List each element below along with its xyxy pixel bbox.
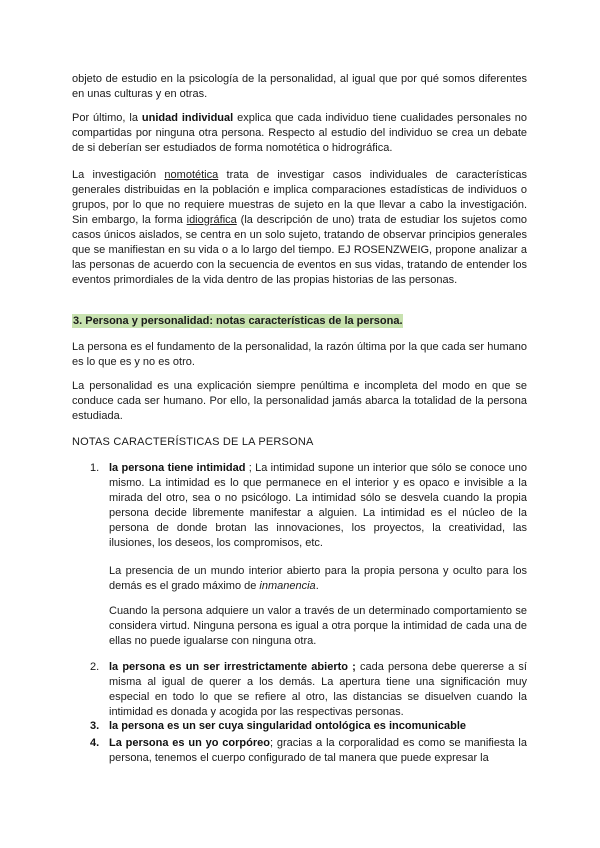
p3-text-mid: trata de investigar casos individuales de características generales distribuidas en la población e implica comparaciones estadísticas de individuos o grupos, por lo que no requiere muestras de sujeto en la que llevar a cabo la investigación. Sin embargo, la forma [72, 169, 527, 226]
p3-underlined-nomotetica: nomotética [164, 169, 219, 181]
notes-title: NOTAS CARACTERÍSTICAS DE LA PERSONA [72, 436, 314, 448]
list-item-2-body: cada persona debe quererse a sí misma al igual de querer a los demás. La apertura tiene una significación muy especial en todo lo que se refiere al otro, las distancias se disuelven cuando la intimidad es donada y acogida por las respectivas personas. [109, 661, 527, 718]
list-item-3-text [109, 719, 527, 734]
list-item-1-subparagraph-1 [109, 564, 527, 594]
list-number: 4. [90, 737, 100, 749]
list-item-4-body: ; gracias a la corporalidad es como se manifiesta la persona, tenemos el cuerpo configurado de tal manera que puede expresar la [109, 737, 527, 764]
list-item-2-text [109, 660, 527, 720]
list-item-1-text [109, 461, 527, 551]
list-number: 3. [90, 720, 100, 732]
p3-text-pre: La investigación [72, 169, 165, 181]
p3-text-post: (la descripción de uno) trata de estudiar los sujetos como casos únicos aislados, se centra en un solo sujeto, tratando de observar principios generales que se manifiestan en su vida o a lo largo del tiempo. EJ ROSENZWEIG, propone analizar a las personas de acuerdo con la secuencia de eventos en sus vidas, tratando de entender los eventos primordiales de la vida dentro de las propias historias de las personas. [72, 214, 527, 286]
p3-underlined-idiografica: idiográfica [186, 214, 237, 226]
list-item-3-bold: la persona es un ser cuya singularidad ontológica es incomunicable [109, 720, 466, 732]
sub1-post: . [315, 580, 319, 592]
list-item-1-subparagraph-2: Cuando la persona adquiere un valor a través de un determinado comportamiento se considera virtud. Ninguna persona es igual a otra porque la intimidad de cada una de ellas no puede igualarse con ninguna otra. [109, 605, 527, 647]
list-item-2-bold: la persona es un ser irrestrictamente abierto ; [109, 661, 356, 673]
list-item-4-bold: La persona es un yo corpóreo [109, 737, 270, 749]
paragraph-unidad-individual [72, 111, 527, 156]
paragraph-intro: objeto de estudio en la psicología de la personalidad, al igual que por qué somos diferentes en unas culturas y en otras. [72, 73, 527, 100]
list-number: 2. [90, 661, 100, 673]
p2-text-post: explica que cada individuo tiene cualidades personales no compartidas por ninguna otra persona. Respecto al estudio del individuo se crea un debate de si deberían ser estudiados de forma nomotética o hidrográfica. [72, 112, 528, 154]
paragraph-personalidad-explicacion: La personalidad es una explicación siempre penúltima e incompleta del modo en que se conduce cada ser humano. Por ello, la personalidad jamás abarca la totalidad de la persona estudiada. [72, 380, 527, 422]
list-item-1-bold: la persona tiene intimidad [109, 462, 246, 474]
sub1-pre: La presencia de un mundo interior abierto para la propia persona y oculto para los demás es el grado máximo de [109, 565, 527, 592]
p2-bold-term: unidad individual [141, 112, 234, 124]
section-heading [72, 314, 527, 329]
paragraph-investigacion [72, 168, 527, 288]
section-heading-text: 3. Persona y personalidad: notas características de la persona. [73, 315, 403, 327]
paragraph-persona-fundamento: La persona es el fundamento de la personalidad, la razón última por la que cada ser humano es lo que es y no es otro. [72, 341, 527, 368]
list-number: 1. [90, 462, 100, 474]
sub1-italic: inmanencia [259, 580, 316, 592]
p2-text-pre: Por último, la [72, 112, 142, 124]
list-item-4-text [109, 736, 527, 766]
list-item-1-body: ; La intimidad supone un interior que sólo se conoce uno mismo. La intimidad es lo que permanece en el interior y es opaco e invisible a la mirada del otro, sea o no psicólogo. La intimidad sólo se desvela cuando la propia persona decide libremente manifestar a alguien. La intimidad es el núcleo de la persona de donde brotan las innovaciones, los proyectos, la creatividad, las ilusiones, los deseos, los compromisos, etc. [109, 462, 527, 549]
